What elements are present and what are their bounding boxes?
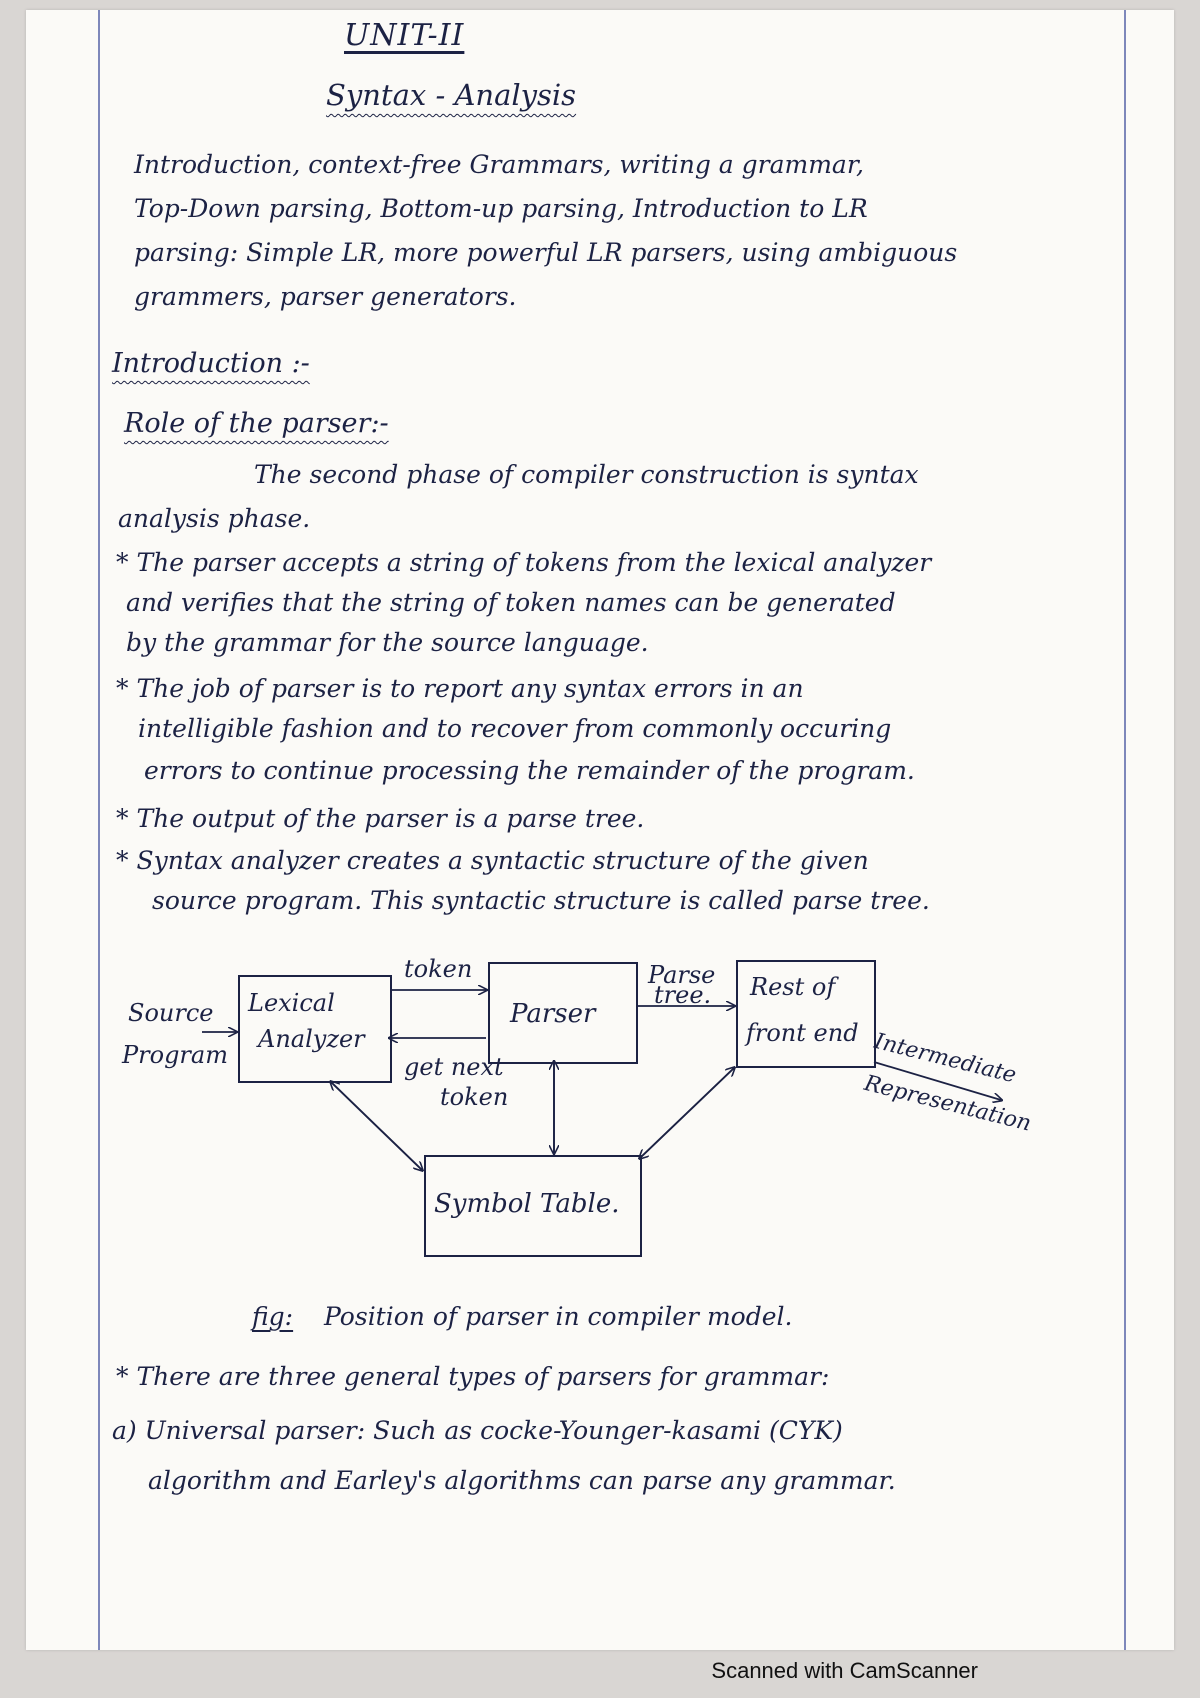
- bullet-4-line-2: source program. This syntactic structure is called parse tree.: [152, 886, 930, 915]
- unit-title: UNIT-II: [344, 18, 465, 53]
- paragraph-line-2: analysis phase.: [118, 504, 311, 533]
- rest-of-front-end-label-2: front end: [746, 1019, 859, 1047]
- notebook-page: [26, 10, 1174, 1650]
- source-program-label-1: Source: [128, 999, 214, 1027]
- bullet-2-line-1: * The job of parser is to report any syntax errors in an: [116, 674, 804, 703]
- bullet-3-line-1: * The output of the parser is a parse tree.: [116, 804, 645, 833]
- bullet-2-line-2: intelligible fashion and to recover from commonly occuring: [138, 714, 892, 743]
- bullet-1-line-3: by the grammar for the source language.: [126, 628, 649, 657]
- section-heading: Introduction :-: [112, 348, 310, 379]
- bullet-2-line-3: errors to continue processing the remainder of the program.: [144, 756, 915, 785]
- intermediate-label: Intermediate: [871, 1028, 1019, 1089]
- intermediate-output-arrow: [874, 1062, 1001, 1100]
- subject-title: Syntax - Analysis: [326, 78, 577, 112]
- sub-heading: Role of the parser:-: [124, 408, 389, 439]
- lexical-symbol-arrow-b: [331, 1082, 422, 1170]
- symbol-rest-arrow-b: [640, 1068, 734, 1158]
- syllabus-line-2: Top-Down parsing, Bottom-up parsing, Introduction to LR: [134, 194, 868, 223]
- lexical-analyzer-label-2: Analyzer: [258, 1025, 365, 1053]
- rest-of-front-end-label-1: Rest of: [750, 973, 836, 1001]
- bullet-1-line-2: and verifies that the string of token names can be generated: [126, 588, 896, 617]
- representation-label: Representation: [861, 1070, 1034, 1137]
- parse-tree-label-1: Parse: [648, 961, 716, 989]
- token-label: token: [404, 955, 473, 983]
- figure-caption-text: Position of parser in compiler model.: [324, 1302, 793, 1331]
- lexical-analyzer-label-1: Lexical: [248, 989, 335, 1017]
- type-a-line-1: a) Universal parser: Such as cocke-Younger-kasami (CYK): [112, 1416, 843, 1445]
- types-intro: * There are three general types of parsers for grammar:: [116, 1362, 830, 1391]
- syllabus-line-3: parsing: Simple LR, more powerful LR parsers, using ambiguous: [134, 238, 958, 267]
- scanner-watermark: Scanned with CamScanner: [711, 1658, 978, 1683]
- diagram-arrows: [26, 10, 1174, 1650]
- figure-caption-prefix: fig:: [252, 1302, 294, 1331]
- symbol-table-label: Symbol Table.: [434, 1189, 620, 1219]
- parse-tree-label-2: tree.: [654, 981, 712, 1009]
- paragraph-line-1: The second phase of compiler construction is syntax: [254, 460, 919, 489]
- source-program-label-2: Program: [122, 1041, 228, 1069]
- type-a-line-2: algorithm and Earley's algorithms can parse any grammar.: [148, 1466, 896, 1495]
- syllabus-line-1: Introduction, context-free Grammars, writing a grammar,: [134, 150, 864, 179]
- syllabus-line-4: grammers, parser generators.: [134, 282, 517, 311]
- get-next-token-label-1: get next: [404, 1053, 504, 1081]
- bullet-1-line-1: * The parser accepts a string of tokens from the lexical analyzer: [116, 548, 932, 577]
- parser-label: Parser: [510, 999, 596, 1029]
- bullet-4-line-1: * Syntax analyzer creates a syntactic structure of the given: [116, 846, 869, 875]
- get-next-token-label-2: token: [440, 1083, 509, 1111]
